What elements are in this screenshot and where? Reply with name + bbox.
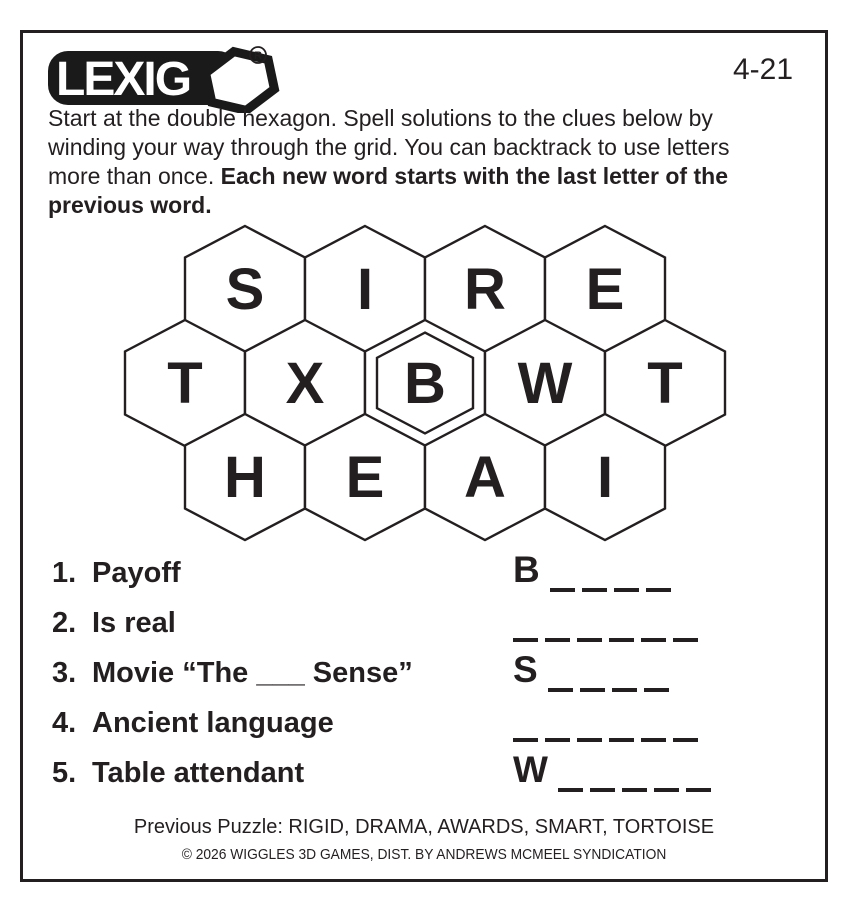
clue-number: 4.: [52, 707, 77, 739]
answer-start-letter: S: [513, 649, 538, 690]
puzzle-frame: [20, 30, 828, 882]
answer-blank-dash: [582, 588, 607, 592]
answer-blank-dash: [580, 688, 605, 692]
clue-text: Is real: [92, 607, 176, 639]
answer-blank-dash: [673, 638, 698, 642]
clue-number: 2.: [52, 607, 77, 639]
answer-blank-dash: [513, 738, 538, 742]
hex-letter: T: [647, 351, 683, 416]
clue-row-5: [52, 744, 812, 794]
answer-start-letter: B: [513, 549, 540, 590]
answer-blank-dash: [654, 788, 679, 792]
clue-row-1: [52, 544, 812, 594]
clue-number: 1.: [52, 557, 77, 589]
instruction-bold-text: Each new word starts with the last letter of the: [220, 163, 728, 189]
answer-blanks: [513, 551, 678, 594]
hex-letter: W: [517, 351, 573, 416]
hex-letter: H: [224, 445, 266, 510]
answer-blank-dash: [609, 738, 634, 742]
puzzle-date: 4-21: [732, 53, 793, 86]
answer-blanks: [513, 751, 718, 794]
answer-blank-dash: [609, 638, 634, 642]
previous-puzzle-answers: Previous Puzzle: RIGID, DRAMA, AWARDS, SMART, TORTOISE: [133, 816, 715, 838]
answer-blank-dash: [622, 788, 647, 792]
lexigo-logo: [48, 45, 280, 113]
clue-row-2: [52, 594, 812, 644]
hex-letter: E: [585, 257, 625, 322]
instruction-line: [48, 162, 818, 191]
answer-blank-dash: [545, 738, 570, 742]
answer-blank-dash: [644, 688, 669, 692]
answer-blank-dash: [673, 738, 698, 742]
hex-letter: B: [404, 351, 446, 416]
hex-letter: A: [464, 445, 506, 510]
clue-row-3: [52, 644, 812, 694]
answer-blank-dash: [545, 638, 570, 642]
clue-list: [52, 544, 812, 794]
hex-letter: R: [464, 257, 506, 322]
answer-blank-dash: [612, 688, 637, 692]
answer-blank-dash: [558, 788, 583, 792]
hex-letter: X: [285, 351, 325, 416]
logo-wordmark: LEXIG: [56, 53, 191, 106]
instruction-bold-text: previous word.: [48, 192, 212, 218]
hex-letter: T: [167, 351, 203, 416]
clue-text: Movie “The ___ Sense”: [92, 657, 413, 689]
instruction-text: Start at the double hexagon. Spell solutions to the clues below by: [48, 105, 713, 131]
instructions: [48, 104, 818, 220]
answer-blank-dash: [641, 738, 666, 742]
clue-row-4: [52, 694, 812, 744]
answer-blank-dash: [577, 738, 602, 742]
hex-letter: I: [356, 257, 374, 322]
instruction-text: more than once.: [48, 163, 221, 189]
hexagon-grid: [23, 212, 825, 552]
answer-blank-dash: [614, 588, 639, 592]
hex-letter: S: [225, 257, 265, 322]
clue-text: Table attendant: [92, 757, 305, 789]
instruction-line: [48, 133, 818, 162]
answer-blank-dash: [686, 788, 711, 792]
hex-letter: I: [596, 445, 614, 510]
answer-blank-dash: [548, 688, 573, 692]
answer-blanks: [513, 651, 676, 694]
instruction-text: winding your way through the grid. You can backtrack to use letters: [48, 134, 730, 160]
answer-start-letter: W: [513, 749, 548, 790]
answer-blank-dash: [550, 588, 575, 592]
svg-text:R: R: [254, 50, 262, 62]
clue-text: Payoff: [92, 557, 181, 589]
clue-number: 3.: [52, 657, 77, 689]
answer-blank-dash: [646, 588, 671, 592]
answer-blank-dash: [513, 638, 538, 642]
answer-blank-dash: [641, 638, 666, 642]
instruction-line: [48, 104, 818, 133]
clue-number: 5.: [52, 757, 77, 789]
answer-blank-dash: [590, 788, 615, 792]
clue-text: Ancient language: [92, 707, 334, 739]
answer-blank-dash: [577, 638, 602, 642]
hex-letter: E: [345, 445, 385, 510]
copyright-line: © 2026 WIGGLES 3D GAMES, DIST. BY ANDREWS MCMEEL SYNDICATION: [181, 846, 667, 863]
